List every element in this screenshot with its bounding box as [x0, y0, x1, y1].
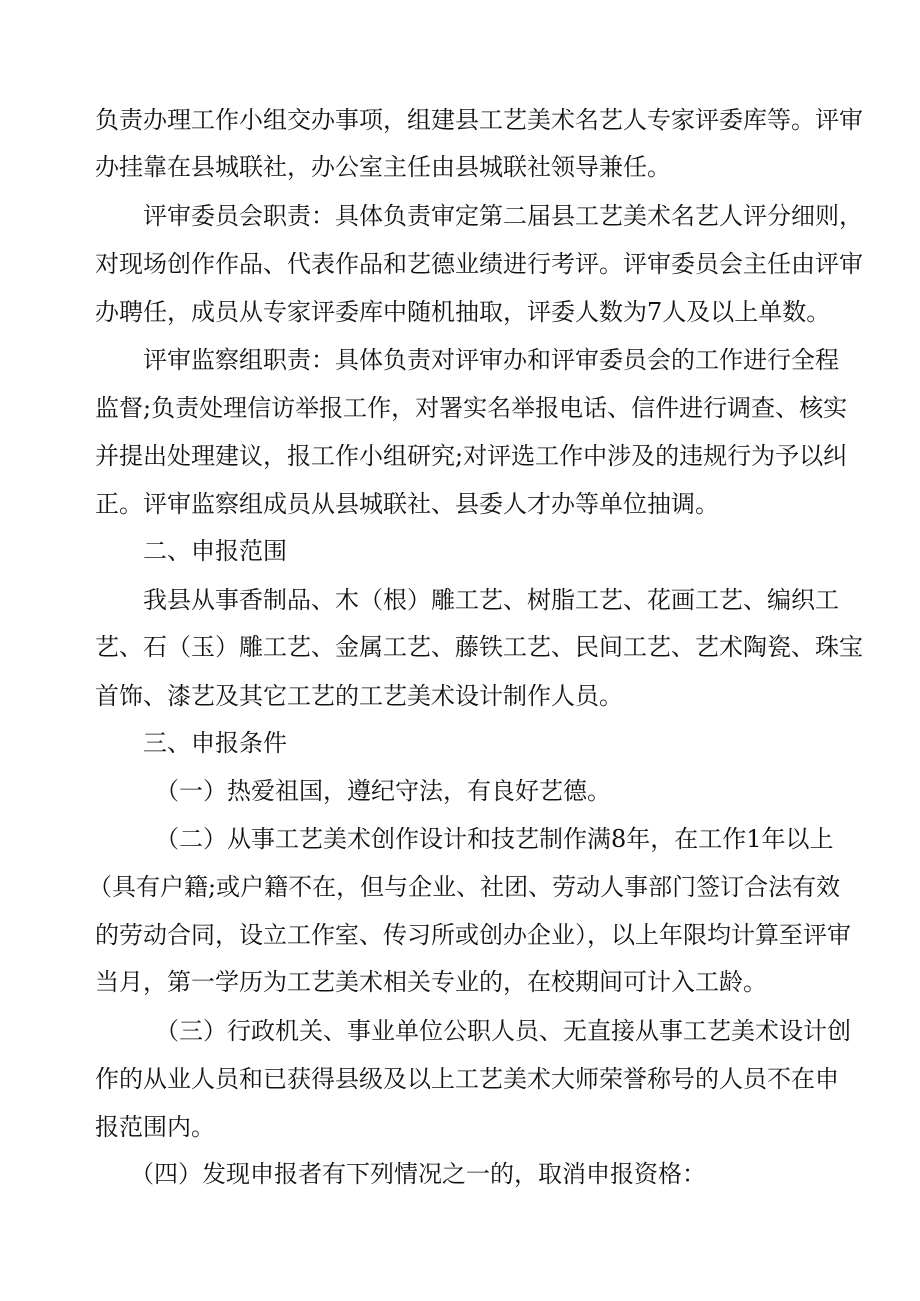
text-line-12: 艺、石（玉）雕工艺、金属工艺、藤铁工艺、民间工艺、艺术陶瓷、珠宝 — [95, 633, 863, 661]
text-line-3: 评审委员会职责：具体负责审定第二届县工艺美术名艺人评分细则， — [143, 202, 863, 230]
text-line-7: 监督;负责处理信访举报工作，对署实名举报电话、信件进行调查、核实 — [95, 394, 848, 422]
text-line-17: （具有户籍;或户籍不在，但与企业、社团、劳动人事部门签订合法有效 — [88, 873, 841, 901]
text-line-13: 首饰、漆艺及其它工艺的工艺美术设计制作人员。 — [95, 682, 623, 710]
text-line-8: 并提出处理建议，报工作小组研究;对评选工作中涉及的违规行为予以纠 — [95, 442, 848, 470]
text-line-11: 我县从事香制品、木（根）雕工艺、树脂工艺、花画工艺、编织工 — [143, 586, 839, 614]
text-line-21: 作的从业人员和已获得县级及以上工艺美术大师荣誉称号的人员不在申 — [95, 1065, 839, 1093]
text-line-18: 的劳动合同，设立工作室、传习所或创办企业），以上年限均计算至评审 — [95, 921, 851, 949]
text-line-1: 负责办理工作小组交办事项，组建县工艺美术名艺人专家评委库等。评审 — [95, 106, 863, 134]
text-line-6: 评审监察组职责：具体负责对评审办和评审委员会的工作进行全程 — [143, 346, 839, 374]
text-line-23: （四）发现申报者有下列情况之一的，取消申报资格： — [130, 1160, 706, 1188]
text-line-19: 当月，第一学历为工艺美术相关专业的，在校期间可计入工龄。 — [95, 968, 767, 996]
text-line-2: 办挂靠在县城联社，办公室主任由县城联社领导兼任。 — [95, 153, 671, 181]
text-line-9: 正。评审监察组成员从县城联社、县委人才办等单位抽调。 — [95, 490, 719, 518]
section-heading-scope: 二、申报范围 — [143, 537, 287, 565]
text-line-15: （一）热爱祖国，遵纪守法，有良好艺德。 — [155, 777, 611, 805]
text-line-22: 报范围内。 — [95, 1113, 215, 1141]
section-heading-conditions: 三、申报条件 — [143, 729, 287, 757]
text-line-20: （三）行政机关、事业单位公职人员、无直接从事工艺美术设计创 — [155, 1017, 851, 1045]
text-line-4: 对现场创作作品、代表作品和艺德业绩进行考评。评审委员会主任由评审 — [95, 250, 863, 278]
text-line-5: 办聘任，成员从专家评委库中随机抽取，评委人数为7人及以上单数。 — [95, 298, 831, 326]
text-line-16: （二）从事工艺美术创作设计和技艺制作满8年，在工作1年以上 — [155, 825, 834, 853]
